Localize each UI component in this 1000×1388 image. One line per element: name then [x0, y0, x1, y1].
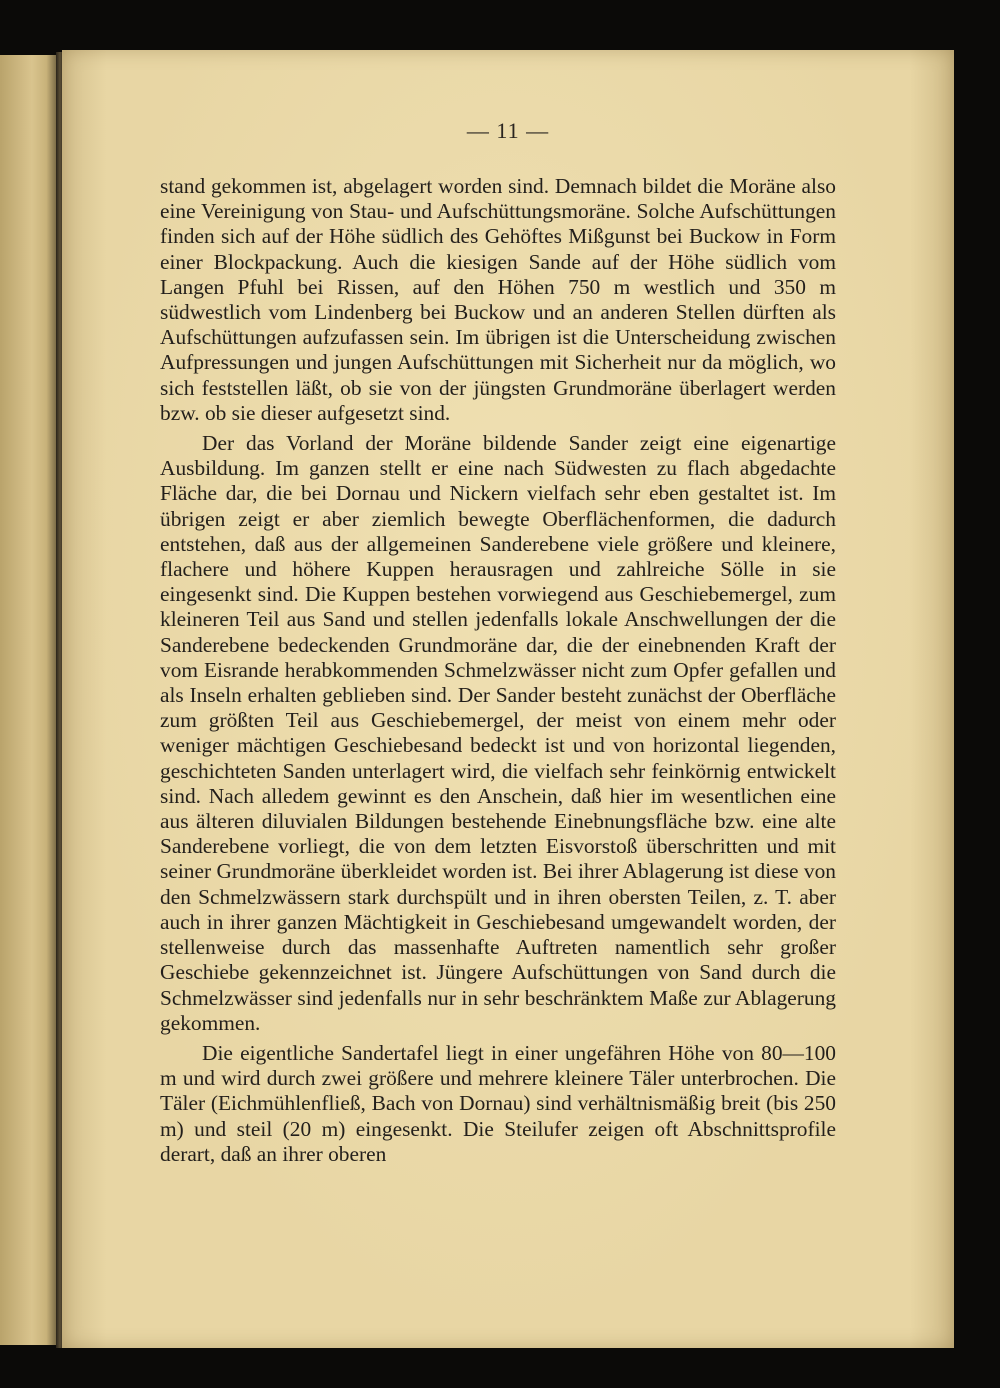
- book-page: [62, 50, 954, 1348]
- body-text: [160, 174, 836, 1167]
- left-page-edge: [0, 55, 58, 1345]
- paragraph-sandertafel: Die eigentliche Sandertafel liegt in einer ungefähren Höhe von 80—100 m und wird durch zwei größere und mehrere kleinere Täler unterbrochen. Die Täler (Eichmühlenfließ, Bach von Dornau) sind verhältnismäßig breit (bis 250 m) und steil (20 m) eingesenkt. Die Steilufer zeigen oft Abschnittsprofile derart, daß an ihrer oberen: [160, 1040, 836, 1166]
- paragraph-continuation: stand gekommen ist, abgelagert worden sind. Demnach bildet die Moräne also eine Vereinigung von Stau- und Aufschüttungsmoräne. Solche Aufschüttungen finden sich auf der Höhe südlich des Gehöftes Mißgunst bei Buckow in Form einer Blockpackung. Auch die kiesigen Sande auf der Höhe südlich vom Langen Pfuhl bei Rissen, auf den Höhen 750 m westlich und 350 m südwestlich vom Lindenberg bei Buckow und an anderen Stellen dürften als Aufschüttungen aufzufassen sein. Im übrigen ist die Unterscheidung zwischen Aufpressungen und jungen Aufschüttungen mit Sicherheit nur da möglich, wo sich feststellen läßt, ob sie von der jüngsten Grundmoräne überlagert werden bzw. ob sie dieser aufgesetzt sind.: [160, 174, 836, 425]
- page-number: — 11 —: [466, 118, 550, 143]
- paragraph-sander: Der das Vorland der Moräne bildende Sander zeigt eine eigenartige Ausbildung. Im ganzen stellt er eine nach Südwesten zu flach abgedachte Fläche dar, die bei Dornau und Nickern vielfach sehr eben gestaltet ist. Im übrigen zeigt er aber ziemlich bewegte Oberflächenformen, die dadurch entstehen, daß aus der allgemeinen Sanderebene viele größere und kleinere, flachere und höhere Kuppen herausragen und zahlreiche Sölle in sie eingesenkt sind. Die Kuppen bestehen vorwiegend aus Geschiebemergel, zum kleineren Teil aus Sand und stellen jedenfalls lokale Anschwellungen der die Sanderebene bedeckenden Grundmoräne dar, die der einebnenden Kraft der vom Eisrande herabkommenden Schmelzwässer nicht zum Opfer gefallen und als Inseln erhalten geblieben sind. Der Sander besteht zunächst der Oberfläche zum größten Teil aus Geschiebemergel, der meist von einem mehr oder weniger mächtigen Geschiebesand bedeckt ist und von horizontal liegenden, geschichteten Sanden unterlagert wird, die vielfach sehr feinkörnig entwickelt sind. Nach alledem gewinnt es den Anschein, daß hier im wesentlichen eine aus älteren diluvialen Bildungen bestehende Einebnungsfläche bzw. eine alte Sanderebene vorliegt, die von dem letzten Eisvorstoß überschritten und mit seiner Grundmoräne überkleidet worden ist. Bei ihrer Ablagerung ist diese von den Schmelzwässern stark durchspült und in ihren obersten Teilen, z. T. aber auch in ihrer ganzen Mächtigkeit in Geschiebesand umgewandelt worden, der stellenweise durch das massenhafte Auftreten namentlich sehr großer Geschiebe gekennzeichnet ist. Jüngere Aufschüttungen von Sand durch die Schmelzwässer sind jedenfalls nur in sehr beschränktem Maße zur Ablagerung gekommen.: [160, 431, 836, 1035]
